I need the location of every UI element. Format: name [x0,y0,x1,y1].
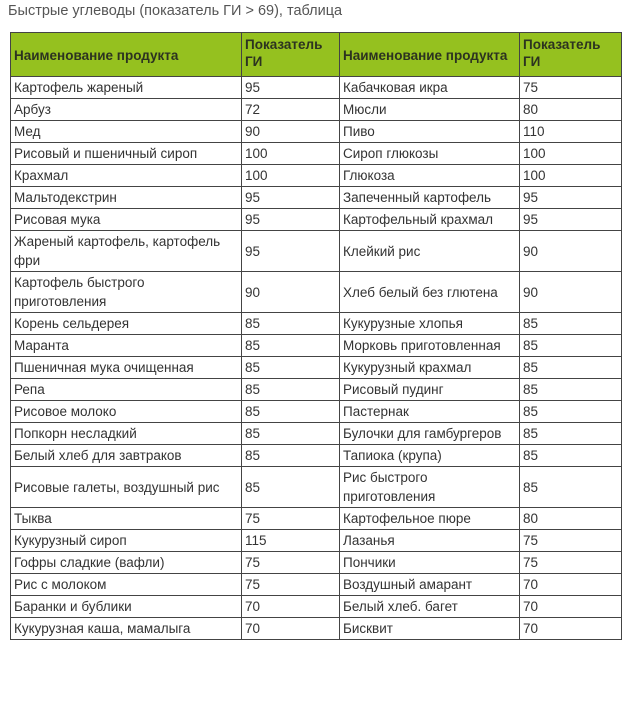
table-row [11,231,622,272]
table-header-row [11,33,622,77]
gi-value-left: 95 [242,77,340,99]
gi-value-right: 85 [520,467,622,508]
product-name-right: Кукурузные хлопья [340,313,520,335]
gi-value-left: 95 [242,231,340,272]
table-row [11,357,622,379]
product-name-right: Запеченный картофель [340,187,520,209]
table-row [11,77,622,99]
product-name-left: Кукурузная каша, мамалыга [11,618,242,640]
gi-value-left: 90 [242,272,340,313]
gi-value-left: 85 [242,401,340,423]
table-row [11,467,622,508]
gi-value-left: 100 [242,143,340,165]
table-row [11,423,622,445]
product-name-right: Клейкий рис [340,231,520,272]
product-name-left: Рис с молоком [11,574,242,596]
product-name-right: Морковь приготовленная [340,335,520,357]
product-name-left: Белый хлеб для завтраков [11,445,242,467]
product-name-right: Тапиока (крупа) [340,445,520,467]
table-row [11,335,622,357]
table-row [11,272,622,313]
product-name-left: Арбуз [11,99,242,121]
product-name-left: Рисовая мука [11,209,242,231]
product-name-right: Кукурузный крахмал [340,357,520,379]
product-name-left: Попкорн несладкий [11,423,242,445]
gi-value-right: 100 [520,143,622,165]
product-name-right: Пончики [340,552,520,574]
table-row [11,143,622,165]
header-product-name-right: Наименование продукта [340,33,520,77]
gi-value-right: 70 [520,574,622,596]
gi-value-right: 100 [520,165,622,187]
product-name-right: Хлеб белый без глютена [340,272,520,313]
gi-value-right: 75 [520,552,622,574]
table-row [11,165,622,187]
gi-value-left: 75 [242,508,340,530]
table-row [11,121,622,143]
product-name-left: Кукурузный сироп [11,530,242,552]
product-name-left: Тыква [11,508,242,530]
gi-value-left: 100 [242,165,340,187]
table-row [11,552,622,574]
product-name-right: Кабачковая икра [340,77,520,99]
gi-value-right: 70 [520,618,622,640]
table-caption: Быстрые углеводы (показатель ГИ > 69), таблица [8,3,343,19]
gi-value-left: 115 [242,530,340,552]
gi-value-left: 72 [242,99,340,121]
gi-value-right: 85 [520,357,622,379]
table-row [11,508,622,530]
product-name-left: Рисовое молоко [11,401,242,423]
gi-table [10,32,622,640]
gi-value-left: 95 [242,187,340,209]
product-name-right: Воздушный амарант [340,574,520,596]
gi-value-right: 75 [520,530,622,552]
product-name-right: Сироп глюкозы [340,143,520,165]
gi-value-left: 85 [242,467,340,508]
product-name-left: Жареный картофель, картофель фри [11,231,242,272]
product-name-left: Картофель быстрого приготовления [11,272,242,313]
gi-value-left: 85 [242,357,340,379]
product-name-right: Пастернак [340,401,520,423]
product-name-left: Маранта [11,335,242,357]
product-name-right: Пиво [340,121,520,143]
table-row [11,574,622,596]
table-row [11,379,622,401]
product-name-right: Рис быстрого приготовления [340,467,520,508]
gi-value-right: 90 [520,272,622,313]
table-row [11,618,622,640]
gi-value-right: 75 [520,77,622,99]
gi-value-right: 85 [520,379,622,401]
product-name-right: Мюсли [340,99,520,121]
product-name-right: Белый хлеб. багет [340,596,520,618]
gi-value-left: 90 [242,121,340,143]
product-name-right: Глюкоза [340,165,520,187]
product-name-left: Крахмал [11,165,242,187]
gi-value-left: 75 [242,574,340,596]
product-name-left: Гофры сладкие (вафли) [11,552,242,574]
product-name-right: Картофельное пюре [340,508,520,530]
table-row [11,187,622,209]
product-name-left: Баранки и бублики [11,596,242,618]
table-row [11,99,622,121]
gi-value-left: 85 [242,313,340,335]
product-name-left: Пшеничная мука очищенная [11,357,242,379]
table-row [11,596,622,618]
gi-value-right: 85 [520,423,622,445]
product-name-right: Лазанья [340,530,520,552]
product-name-right: Рисовый пудинг [340,379,520,401]
product-name-left: Рисовые галеты, воздушный рис [11,467,242,508]
gi-value-left: 85 [242,335,340,357]
product-name-right: Бисквит [340,618,520,640]
gi-value-right: 85 [520,401,622,423]
gi-value-left: 85 [242,379,340,401]
product-name-left: Репа [11,379,242,401]
gi-value-left: 70 [242,618,340,640]
gi-value-right: 110 [520,121,622,143]
gi-value-right: 70 [520,596,622,618]
gi-value-right: 90 [520,231,622,272]
table-row [11,445,622,467]
gi-value-right: 85 [520,445,622,467]
header-gi-right: Показатель ГИ [520,33,622,77]
product-name-right: Булочки для гамбургеров [340,423,520,445]
gi-value-right: 80 [520,508,622,530]
product-name-left: Картофель жареный [11,77,242,99]
header-gi-left: Показатель ГИ [242,33,340,77]
product-name-left: Мед [11,121,242,143]
gi-value-right: 95 [520,209,622,231]
product-name-left: Корень сельдерея [11,313,242,335]
gi-value-left: 85 [242,423,340,445]
gi-value-right: 80 [520,99,622,121]
table-row [11,313,622,335]
gi-value-right: 95 [520,187,622,209]
gi-value-left: 95 [242,209,340,231]
gi-value-right: 85 [520,335,622,357]
table-row [11,530,622,552]
header-product-name-left: Наименование продукта [11,33,242,77]
product-name-left: Рисовый и пшеничный сироп [11,143,242,165]
gi-value-left: 85 [242,445,340,467]
product-name-left: Мальтодекстрин [11,187,242,209]
product-name-right: Картофельный крахмал [340,209,520,231]
gi-value-right: 85 [520,313,622,335]
gi-value-left: 75 [242,552,340,574]
table-row [11,209,622,231]
gi-value-left: 70 [242,596,340,618]
table-row [11,401,622,423]
